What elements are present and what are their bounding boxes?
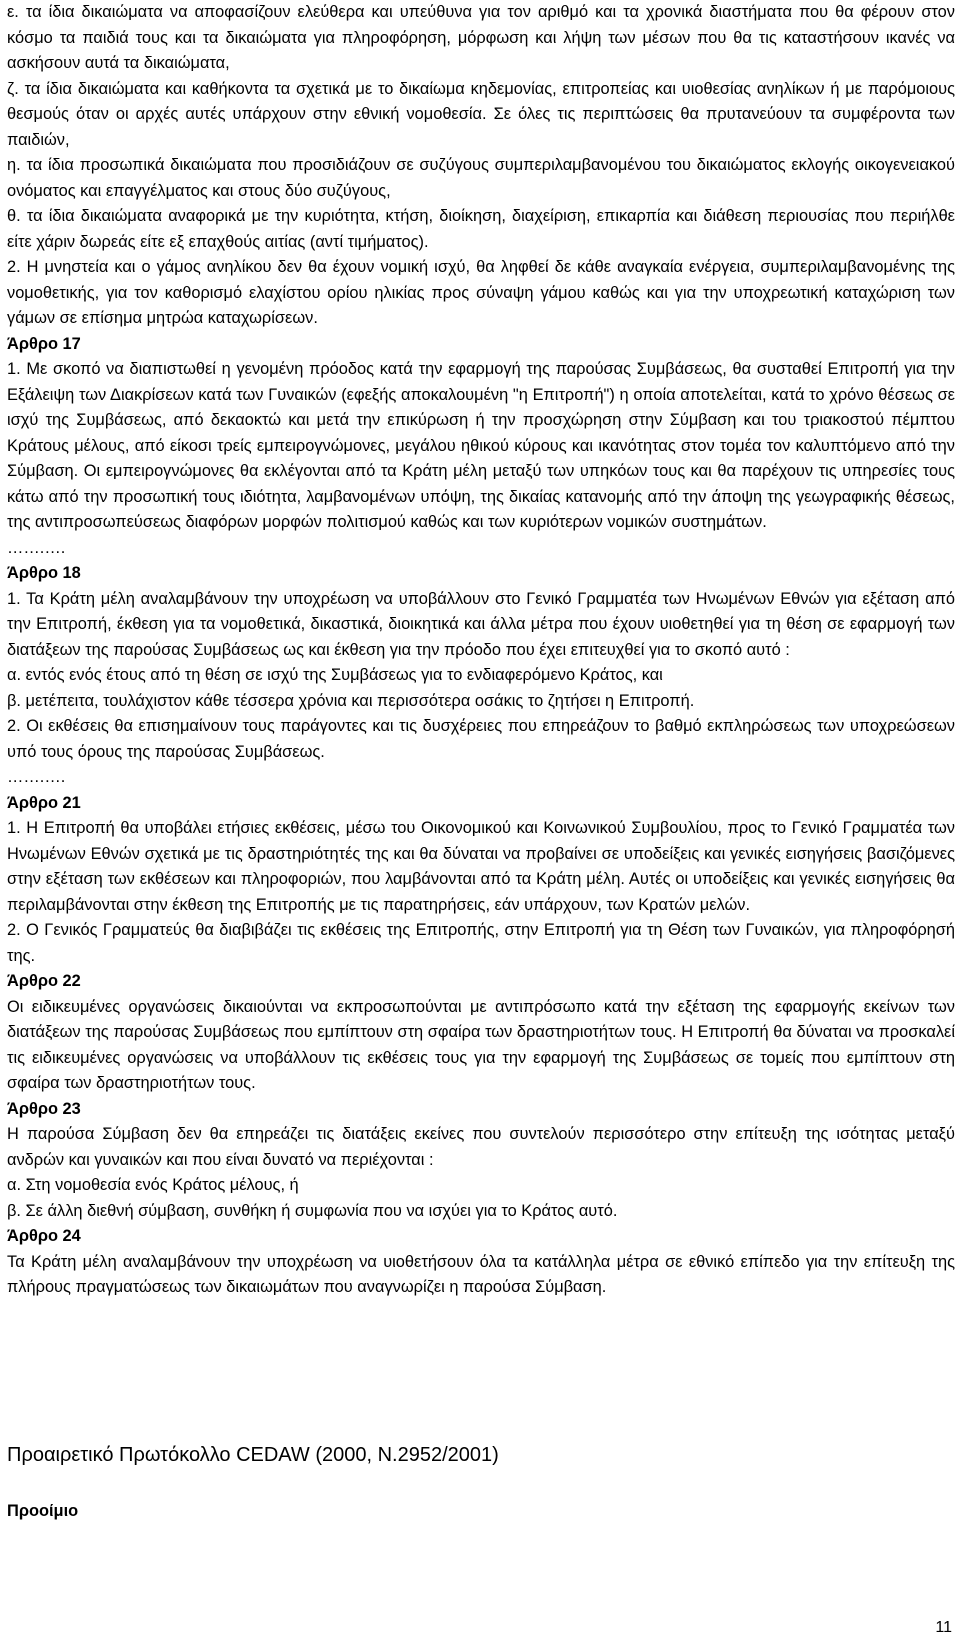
article-heading: Άρθρο 23 (7, 1099, 81, 1118)
article-heading: Άρθρο 21 (7, 793, 81, 812)
paragraph: 1. Με σκοπό να διαπιστωθεί η γενομένη πρόοδος κατά την εφαρμογή της παρούσας Συμβάσεως, θα συσταθεί Επιτροπή για την Εξάλειψη των Διακρίσεων κατά των Γυναικών (εφεξής αποκαλουμένη "η Επιτροπή") η οποία αποτελείται, κατά το χρόνο θέσεως σε ισχύ της Συμβάσεως, από δεκαοκτώ και μετά την επικύρωση ή την προσχώρηση στην Σύμβαση και του τριακοστού πέμπτου Κράτους μέλους, από είκοσι τρείς εμπειρογνώμονες, μεγάλου ηθικού κύρους και ικανότητας στον τομέα τον καλυπτόμενο από την Σύμβαση. Οι εμπειρογνώμονες θα εκλέγονται από τα Κράτη μέλη μεταξύ των υπηκόων τους και θα παρέχουν τις υπηρεσίες τους κάτω από την προσωπική τους ιδιότητα, λαμβανομένων υπόψη, της δικαίας κατανομής από την άποψη της γεωγραφικής θέσεως, της αντιπροσωπεύσεως διαφόρων μορφών πολιτισμού καθώς και των κυριότερων νομικών συστημάτων. (7, 360, 955, 531)
paragraph: β. Σε άλλη διεθνή σύμβαση, συνθήκη ή συμφωνία που να ισχύει για το Κράτος αυτό. (7, 1201, 618, 1220)
paragraph: 1. Η Επιτροπή θα υποβάλει ετήσιες εκθέσεις, μέσω του Οικονομικού και Κοινωνικού Συμβουλίου, προς το Γενικό Γραμματέα των Ηνωμένων Εθνών σχετικά με τις δραστηριότητές της και θα δύναται να προβαίνει σε υποδείξεις και γενικές εισηγήσεις βασιζόμενες στην εξέταση των εκθέσεων και πληροφοριών, που λαμβάνονται από τα Κράτη μέλη. Αυτές οι υποδείξεις και γενικές εισηγήσεις θα περιλαμβάνονται στην έκθεση της Επιτροπής με τις παρατηρήσεις, εάν υπάρχουν, των Κρατών μελών. (7, 819, 955, 914)
preamble-heading: Προοίμιο (7, 1502, 79, 1520)
paragraph: ε. τα ίδια δικαιώματα να αποφασίζουν ελεύθερα και υπεύθυνα για τον αριθμό και τα χρονικά διαστήματα που θα φέρουν στον κόσμο τα παιδιά τους και τα δικαιώματα για πληροφόρηση, μόρφωση και λήψη των μέσων που θα τις καταστήσουν ικανές να ασκήσουν αυτά τα δικαιώματα, (7, 3, 955, 72)
article-heading: Άρθρο 18 (7, 564, 81, 582)
paragraph: β. μετέπειτα, τουλάχιστον κάθε τέσσερα χρόνια και περισσότερα οσάκις το ζητήσει η Επιτροπή. (7, 691, 695, 710)
paragraph: 2. Ο Γενικός Γραμματεύς θα διαβιβάζει τις εκθέσεις της Επιτροπής, στην Επιτροπή για τη Θέση των Γυναικών, για πληροφόρησή της. (7, 921, 955, 965)
paragraph: 2. Η μνηστεία και ο γάμος ανηλίκου δεν θα έχουν νομική ισχύ, θα ληφθεί δε κάθε αναγκαία ενέργεια, συμπεριλαμβανομένης της νομοθετικής, για τον καθορισμό ελαχίστου ορίου ηλικίας προς σύναψη γάμου καθώς και για την υποχρεωτική καταχώριση των γάμων σε επίσημα μητρώα καταχωρίσεων. (7, 258, 955, 327)
document-tail (7, 1441, 955, 1525)
paragraph: θ. τα ίδια δικαιώματα αναφορικά με την κυριότητα, κτήση, διοίκηση, διαχείριση, επικαρπία και διάθεση περιουσίας που περιήλθε είτε χάριν δωρεάς είτε εξ επαχθούς αιτίας (αντί τιμήματος). (7, 207, 955, 251)
paragraph: α. εντός ενός έτους από τη θέση σε ισχύ της Συμβάσεως για το ενδιαφερόμενο Κράτος, και (7, 666, 663, 684)
paragraph: Η παρούσα Σύμβαση δεν θα επηρεάζει τις διατάξεις εκείνες που συντελούν περισσότερο στην επίτευξη της ισότητας μεταξύ ανδρών και γυναικών και που είναι δυνατό να περιέχονται : (7, 1125, 955, 1169)
paragraph: η. τα ίδια προσωπικά δικαιώματα που προσιδιάζουν σε συζύγους συμπεριλαμβανομένου του δικαιώματος εκλογής οικογενειακού ονόματος και επαγγέλματος και στους δύο συζύγους, (7, 156, 955, 200)
page-number: 11 (935, 1619, 952, 1636)
protocol-title: Προαιρετικό Πρωτόκολλο CEDAW (2000, Ν.2952/2001) (7, 1444, 499, 1466)
document-body (7, 0, 955, 1301)
paragraph: 2. Οι εκθέσεις θα επισημαίνουν τους παράγοντες και τις δυσχέρειες που επηρεάζουν το βαθμό εκπληρώσεως των υποχρεώσεων υπό τους όρους της παρούσας Συμβάσεως. (7, 717, 955, 761)
paragraph: …….…. (7, 768, 66, 786)
paragraph: …….…. (7, 538, 66, 557)
article-heading: Άρθρο 22 (7, 972, 81, 990)
paragraph: α. Στη νομοθεσία ενός Κράτος μέλους, ή (7, 1176, 299, 1194)
paragraph: 1. Τα Κράτη μέλη αναλαμβάνουν την υποχρέωση να υποβάλλουν στο Γενικό Γραμματέα των Ηνωμένων Εθνών για εξέταση από την Επιτροπή, έκθεση για τα νομοθετικά, δικαστικά, διοικητικά και άλλα μέτρα που έχουν υιοθετηθεί για τη θέση σε εφαρμογή των διατάξεων της παρούσας Συμβάσεως ως και έκθεση για την πρόοδο που έχει επιτευχθεί για το σκοπό αυτό : (7, 589, 955, 659)
paragraph: Οι ειδικευμένες οργανώσεις δικαιούνται να εκπροσωπούνται με αντιπρόσωπο κατά την εξέταση της εφαρμογής εκείνων των διατάξεων της παρούσας Συμβάσεως που εμπίπτουν στη σφαίρα των δραστηριοτήτων τους. Η Επιτροπή θα δύναται να προσκαλεί τις ειδικευμένες οργανώσεις να υποβάλλουν τις εκθέσεις τους για την εφαρμογή της Συμβάσεως σε τομείς που εμπίπτουν στη σφαίρα των δραστηριοτήτων τους. (7, 997, 955, 1092)
article-heading: Άρθρο 17 (7, 334, 81, 353)
article-heading: Άρθρο 24 (7, 1227, 81, 1245)
paragraph: ζ. τα ίδια δικαιώματα και καθήκοντα τα σχετικά με το δικαίωμα κηδεμονίας, επιτροπείας και υιοθεσίας ανηλίκων ή με παρόμοιους θεσμούς όταν οι αρχές αυτές υπάρχουν στην εθνική νομοθεσία. Σε όλες τις περιπτώσεις θα πρυτανεύουν τα συμφέροντα των παιδιών, (7, 79, 955, 149)
paragraph: Τα Κράτη μέλη αναλαμβάνουν την υποχρέωση να υιοθετήσουν όλα τα κατάλληλα μέτρα σε εθνικό επίπεδο για την επίτευξη της πλήρους πραγματώσεως των δικαιωμάτων που αναγνωρίζει η παρούσα Σύμβαση. (7, 1252, 955, 1296)
